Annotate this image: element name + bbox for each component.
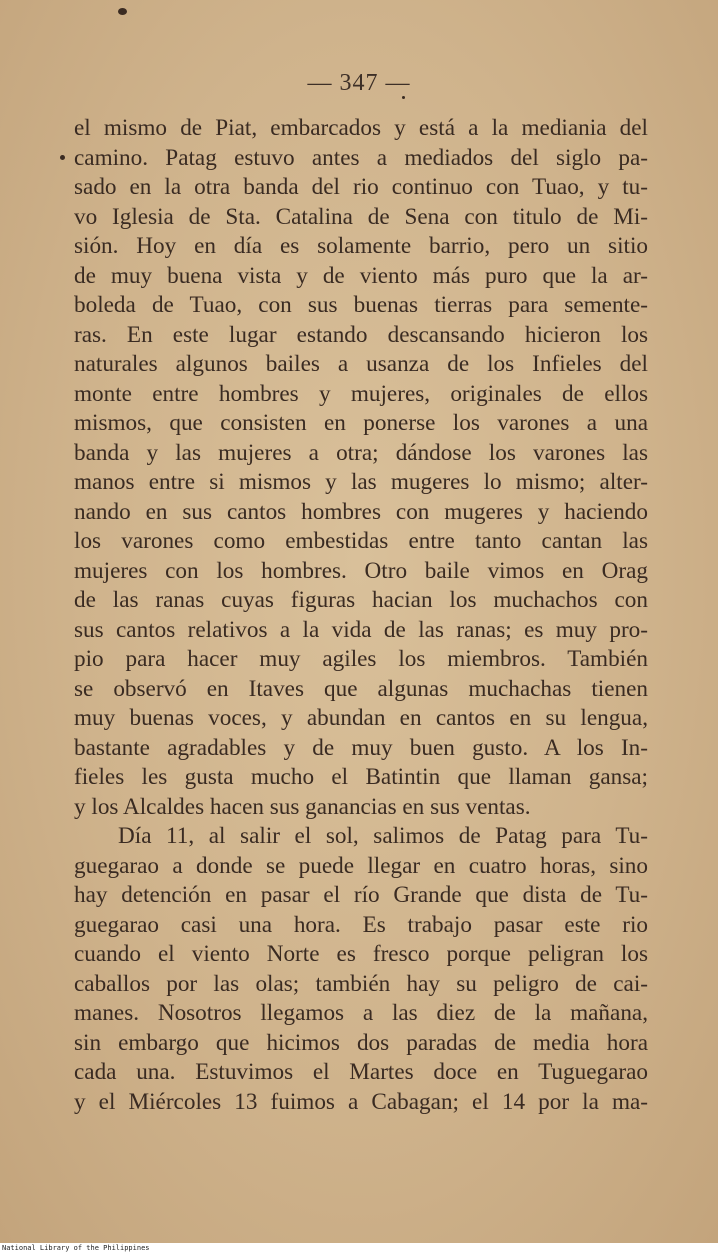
text-line: de las ranas cuyas figuras hacian los muchachos con xyxy=(74,587,648,613)
text-line: mujeres con los hombres. Otro baile vimos en Orag xyxy=(74,557,648,584)
text-line: sin embargo que hicimos dos paradas de media hora xyxy=(74,1029,648,1056)
text-line: camino. Patag estuvo antes a mediados del siglo pa- xyxy=(74,144,648,171)
text-line: guegarao a donde se puede llegar en cuatro horas, sino xyxy=(74,852,648,879)
text-line: manes. Nosotros llegamos a las diez de la mañana, xyxy=(74,1000,648,1026)
footer-bar xyxy=(0,1243,718,1253)
text-line: los varones como embestidas entre tanto cantan las xyxy=(74,528,648,554)
text-line: guegarao casi una hora. Es trabajo pasar este rio xyxy=(74,911,648,938)
text-line: cuando el viento Norte es fresco porque peligran los xyxy=(74,941,648,967)
text-line: Día 11, al salir el sol, salimos de Patag para Tu- xyxy=(118,823,648,849)
text-line: el mismo de Piat, embarcados y está a la mediania del xyxy=(74,115,648,141)
text-line: ras. En este lugar estando descansando hicieron los xyxy=(74,321,648,348)
text-line: hay detención en pasar el río Grande que dista de Tu- xyxy=(74,882,648,908)
text-line: fieles les gusta mucho el Batintin que llaman gansa; xyxy=(74,764,648,790)
text-line: banda y las mujeres a otra; dándose los varones las xyxy=(74,439,648,466)
ink-speck xyxy=(60,155,65,160)
paragraph-1 xyxy=(74,114,648,822)
text-line: sado en la otra banda del rio continuo con Tuao, y tu- xyxy=(74,174,648,200)
text-line: y los Alcaldes hacen sus ganancias en sus ventas. xyxy=(74,793,531,820)
text-line: monte entre hombres y mujeres, originales de ellos xyxy=(74,380,648,407)
ink-speck xyxy=(118,8,127,15)
text-line: boleda de Tuao, con sus buenas tierras para semente- xyxy=(74,292,648,318)
text-line: vo Iglesia de Sta. Catalina de Sena con titulo de Mi- xyxy=(74,203,648,230)
library-credit: National Library of the Philippines xyxy=(2,1244,150,1252)
text-line: caballos por las olas; también hay su peligro de cai- xyxy=(74,970,648,997)
body-text xyxy=(74,114,648,1117)
text-line: nando en sus cantos hombres con mugeres y haciendo xyxy=(74,498,648,525)
paragraph-2 xyxy=(74,822,648,1117)
text-line: bastante agradables y de muy buen gusto. A los In- xyxy=(74,734,648,761)
text-line: muy buenas voces, y abundan en cantos en su lengua, xyxy=(74,705,648,731)
text-line: sus cantos relativos a la vida de las ranas; es muy pro- xyxy=(74,616,648,643)
text-line: de muy buena vista y de viento más puro que la ar- xyxy=(74,262,648,289)
text-line: cada una. Estuvimos el Martes doce en Tuguegarao xyxy=(74,1059,648,1085)
text-line: pio para hacer muy agiles los miembros. También xyxy=(74,646,648,672)
page-number: — 347 — xyxy=(307,70,411,96)
text-line: se observó en Itaves que algunas muchachas tienen xyxy=(74,675,648,702)
text-line: mismos, que consisten en ponerse los varones a una xyxy=(74,410,648,436)
text-line: naturales algunos bailes a usanza de los Infieles del xyxy=(74,351,648,377)
text-line: manos entre si mismos y las mugeres lo mismo; alter- xyxy=(74,469,648,495)
text-line: sión. Hoy en día es solamente barrio, pero un sitio xyxy=(74,233,648,259)
text-line: y el Miércoles 13 fuimos a Cabagan; el 14 por la ma- xyxy=(74,1088,648,1115)
